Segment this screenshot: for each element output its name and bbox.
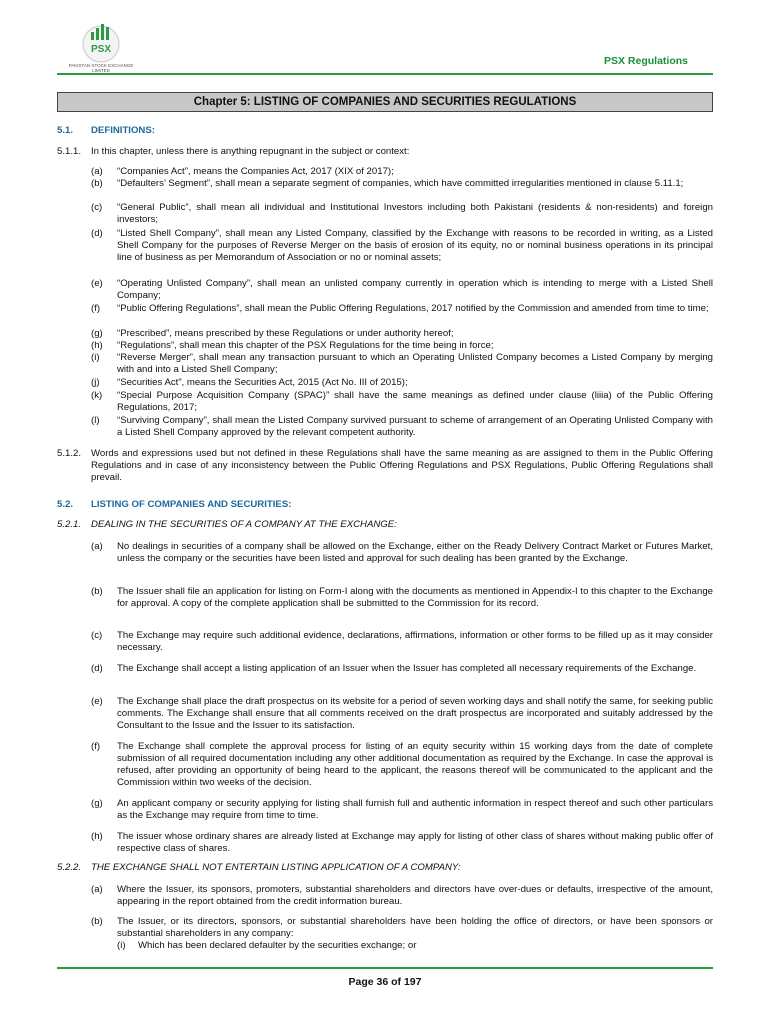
definition-text: “Operating Unlisted Company”, shall mean an unlisted company currently in operation which is intending to merge with a Listed Shell Company; — [117, 278, 713, 302]
clause-number: 5.1.2. — [57, 448, 82, 459]
item-label: (b) — [91, 916, 103, 927]
item-text: The Exchange shall complete the approval process for listing of an equity security within 15 working days from the date of complete submission of all required documentation including any other additional documentation as required by the Exchange. In case the approval is refused, after providing an opportunity of being heard to the applicant, the reasons thereof will be communicated to the applicant and the Commission within two weeks of the decision. — [117, 741, 713, 789]
definition-text: “Surviving Company”, shall mean the Listed Company survived pursuant to scheme of arrangement of an Operating Unlisted Company with a Listed Shell Company approved by the relevant competent authority. — [117, 415, 713, 439]
definition-label: (e) — [91, 278, 103, 289]
item-label: (a) — [91, 884, 103, 895]
item-text: The issuer whose ordinary shares are already listed at Exchange may apply for listing of other class of shares without making public offer of respective class of shares. — [117, 831, 713, 855]
item-label: (c) — [91, 630, 103, 641]
item-text: Where the Issuer, its sponsors, promoters, substantial shareholders and directors have over-dues or defaults, irrespective of the amount, appearing in the report obtained from the credit information bureau. — [117, 884, 713, 908]
document-title: PSX Regulations — [603, 55, 688, 67]
item-text: The Issuer shall file an application for listing on Form-I along with the documents as mentioned in Appendix-I to this chapter to the Exchange for approval. A copy of the complete application shall be submitted to the Commission for its record. — [117, 586, 713, 610]
item-text: An applicant company or security applying for listing shall furnish full and authentic information in respect thereof and such other particulars as the Exchange may require from time to time. — [117, 798, 713, 822]
logo-caption: PAKISTAN STOCK EXCHANGE LIMITED — [68, 63, 134, 73]
page-number: Page 36 of 197 — [348, 976, 422, 988]
definition-label: (i) — [91, 352, 100, 363]
header-rule — [57, 73, 713, 75]
definition-label: (g) — [91, 328, 103, 339]
definition-label: (c) — [91, 202, 103, 213]
definition-text: “Regulations”, shall mean this chapter of the PSX Regulations for the time being in force; — [117, 340, 494, 351]
subsection-title: THE EXCHANGE SHALL NOT ENTERTAIN LISTING APPLICATION OF A COMPANY: — [91, 862, 461, 873]
definition-label: (j) — [91, 377, 100, 388]
subsection-number: 5.2.1. — [57, 519, 82, 530]
definition-text: “Public Offering Regulations”, shall mean the Public Offering Regulations, 2017 notified by the Commission and amended from time to time; — [117, 303, 709, 314]
definition-text: “General Public”, shall mean all individual and Institutional Investors including both Pakistani (residents & non-residents) and foreign investors; — [117, 202, 713, 226]
subitem-text: Which has been declared defaulter by the securities exchange; or — [138, 940, 417, 951]
clause-number: 5.1.1. — [57, 146, 82, 157]
item-label: (h) — [91, 831, 103, 842]
definition-text: “Prescribed”, means prescribed by these Regulations or under authority hereof; — [117, 328, 454, 339]
definition-label: (a) — [91, 166, 103, 177]
item-label: (d) — [91, 663, 103, 674]
subitem-label: (i) — [117, 940, 126, 951]
section-number: 5.2. — [57, 499, 74, 510]
item-label: (a) — [91, 541, 103, 552]
definition-label: (f) — [91, 303, 101, 314]
definition-text: “Defaulters’ Segment”, shall mean a separate segment of companies, which have committed irregularities mentioned in clause 5.11.1; — [117, 178, 684, 189]
section-number: 5.1. — [57, 125, 74, 136]
definition-text: “Reverse Merger”, shall mean any transaction pursuant to which an Operating Unlisted Company becomes a Listed Company by merging with and into a Listed Shell Company; — [117, 352, 713, 376]
subsection-number: 5.2.2. — [57, 862, 82, 873]
item-text: The Exchange shall accept a listing application of an Issuer when the Issuer has completed all necessary requirements of the Exchange. — [117, 663, 697, 674]
footer-rule — [57, 967, 713, 969]
svg-text:PSX: PSX — [90, 44, 112, 55]
definition-text: “Companies Act”, means the Companies Act, 2017 (XIX of 2017); — [117, 166, 394, 177]
item-label: (b) — [91, 586, 103, 597]
section-title: DEFINITIONS: — [91, 125, 155, 136]
item-label: (f) — [91, 741, 101, 752]
item-text: The Exchange may require such additional evidence, declarations, affirmations, information or other forms to be filled up as it may consider necessary. — [117, 630, 713, 654]
chapter-heading: Chapter 5: LISTING OF COMPANIES AND SECURITIES REGULATIONS — [57, 92, 713, 112]
definition-label: (d) — [91, 228, 103, 239]
clause-text: In this chapter, unless there is anything repugnant in the subject or context: — [91, 146, 410, 157]
item-label: (e) — [91, 696, 103, 707]
definition-text: “Securities Act”, means the Securities Act, 2015 (Act No. III of 2015); — [117, 377, 408, 388]
definition-text: “Listed Shell Company”, shall mean any Listed Company, classified by the Exchange with reasons to be recorded in writing, as a Listed Shell Company for the purposes of Reverse Merger on the basis of erosion of its equity, no or nominal business operations in its principal line of business as per Memorandum of Association or no or nominal assets; — [117, 228, 713, 264]
section-title: LISTING OF COMPANIES AND SECURITIES: — [91, 499, 292, 510]
definition-label: (k) — [91, 390, 103, 401]
subsection-title: DEALING IN THE SECURITIES OF A COMPANY AT THE EXCHANGE: — [91, 519, 397, 530]
item-text: No dealings in securities of a company shall be allowed on the Exchange, either on the Ready Delivery Contract Market or Futures Market, unless the company or the securities have been listed and approval for such dealing has been granted by the Exchange. — [117, 541, 713, 565]
item-text: The Exchange shall place the draft prospectus on its website for a period of seven working days and shall notify the same, for seeking public comments. The Exchange shall ensure that all comments received on the draft prospectus are incorporated and suitably addressed by the Consultant to the Issue and the Issuer to its satisfaction. — [117, 696, 713, 732]
definition-label: (h) — [91, 340, 103, 351]
definition-text: “Special Purpose Acquisition Company (SPAC)” shall have the same meanings as defined under clause (liiia) of the Public Offering Regulations, 2017; — [117, 390, 713, 414]
definition-label: (l) — [91, 415, 100, 426]
item-label: (g) — [91, 798, 103, 809]
item-text: The Issuer, or its directors, sponsors, or substantial shareholders have been holding the office of directors, or have been sponsors or substantial shareholders in any company: — [117, 916, 713, 940]
clause-text: Words and expressions used but not defined in these Regulations shall have the same meaning as are assigned to them in the Public Offering Regulations and in case of any inconsistency between the Public Offering Regulations and PSX Regulations, Public Offering Regulations shall prevail. — [91, 448, 713, 484]
definition-label: (b) — [91, 178, 103, 189]
